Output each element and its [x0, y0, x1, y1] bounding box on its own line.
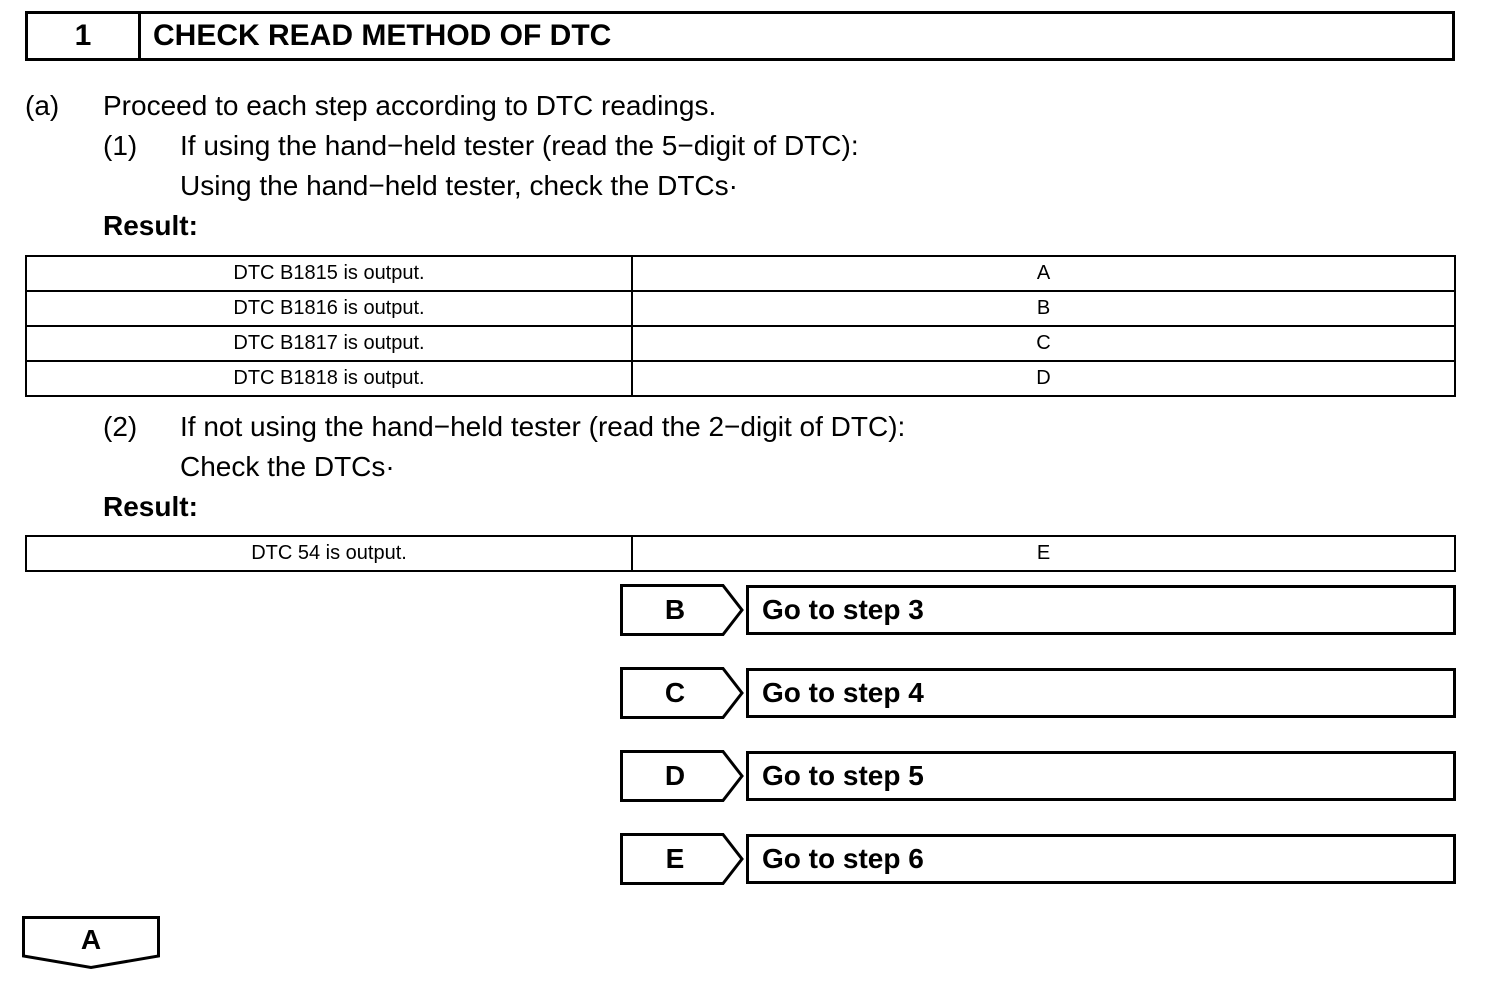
result-cell: A — [632, 256, 1455, 291]
condition-cell: DTC B1817 is output. — [26, 326, 632, 361]
branch-action[interactable]: Go to step 6 — [746, 834, 1456, 884]
result-cell: E — [632, 536, 1455, 571]
result-cell: B — [632, 291, 1455, 326]
condition-cell: DTC B1818 is output. — [26, 361, 632, 396]
table-row — [26, 361, 1455, 396]
step-number: 1 — [28, 14, 141, 58]
sub-step-2-label: (2) — [103, 411, 138, 442]
step-header — [25, 11, 1455, 61]
result-label-1: Result: — [103, 210, 198, 241]
branch-action[interactable]: Go to step 3 — [746, 585, 1456, 635]
sub-step-2-line2: Check the DTCs· — [180, 451, 395, 482]
sub-step-1-label: (1) — [103, 130, 138, 161]
result-table-2 — [25, 535, 1456, 572]
result-cell: D — [632, 361, 1455, 396]
table-row — [26, 256, 1455, 291]
branch-c[interactable] — [620, 667, 1456, 719]
item-a-text: Proceed to each step according to DTC readings. — [103, 90, 717, 121]
condition-cell: DTC B1815 is output. — [26, 256, 632, 291]
sub-step-1-line2: Using the hand−held tester, check the DTCs· — [180, 170, 738, 201]
branch-action[interactable]: Go to step 4 — [746, 668, 1456, 718]
branch-d[interactable] — [620, 750, 1456, 802]
continue-arrow-a[interactable] — [22, 916, 162, 970]
condition-cell: DTC B1816 is output. — [26, 291, 632, 326]
table-row — [26, 291, 1455, 326]
branch-letter: C — [664, 677, 686, 708]
step-title: CHECK READ METHOD OF DTC — [153, 19, 612, 52]
branch-letter: B — [664, 594, 686, 625]
table-row — [26, 536, 1455, 571]
branch-letter: E — [665, 843, 685, 874]
table-row — [26, 326, 1455, 361]
branch-e[interactable] — [620, 833, 1456, 885]
continue-letter: A — [80, 924, 102, 955]
branch-b[interactable] — [620, 584, 1456, 636]
sub-step-1-line1: If using the hand−held tester (read the 5−digit of DTC): — [180, 130, 859, 161]
branch-action[interactable]: Go to step 5 — [746, 751, 1456, 801]
result-table-1 — [25, 255, 1456, 397]
branch-letter: D — [664, 760, 686, 791]
item-a-label: (a) — [25, 90, 60, 121]
result-cell: C — [632, 326, 1455, 361]
condition-cell: DTC 54 is output. — [26, 536, 632, 571]
result-label-2: Result: — [103, 491, 198, 522]
sub-step-2-line1: If not using the hand−held tester (read the 2−digit of DTC): — [180, 411, 906, 442]
